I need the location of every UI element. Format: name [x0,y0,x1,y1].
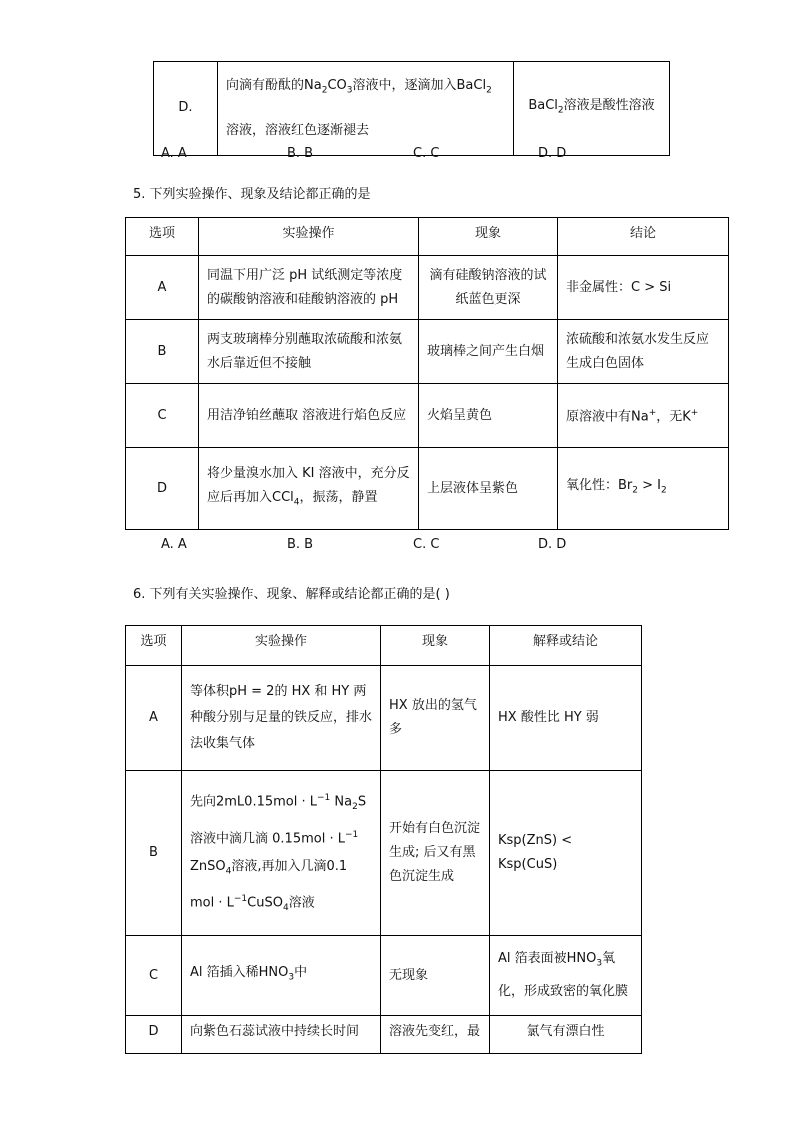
conclusion-cell [490,936,642,1016]
subscript: 3 [346,85,353,96]
conclusion-cell: 非金属性：C > Si [558,256,729,320]
text: ，振荡，静置 [299,490,378,506]
operation-cell [182,936,381,1016]
superscript: + [648,408,657,419]
table-row [126,384,729,448]
subscript: 3 [288,972,295,983]
option-a[interactable]: A. A [161,146,187,161]
option-a[interactable]: A. A [161,537,187,552]
operation-cell: 等体积pH = 2的 HX 和 HY 两种酸分别与足量的铁反应，排水法收集气体 [182,666,381,771]
option-d[interactable]: D. D [538,146,567,161]
conclusion-cell: Ksp(ZnS) < Ksp(CuS) [490,771,642,936]
option-label: B [126,771,182,936]
phenomenon-cell: 开始有白色沉淀生成; 后又有黑色沉淀生成 [381,771,490,936]
text: 将少量溴水加入 KI 溶液中，充分反应后再加入CCl [207,466,410,506]
text: CO [327,78,347,93]
option-label: D [126,1016,182,1054]
option-label: C [126,384,199,448]
table-header-row [126,218,729,256]
header-conclusion: 解释或结论 [490,626,642,666]
text: Al 箔插入稀HNO [190,965,289,981]
operation-cell [182,771,381,936]
option-b[interactable]: B. B [287,537,314,552]
q6-table [125,625,642,1054]
superscript: + [690,408,699,419]
subscript: 4 [293,497,300,508]
q5-table [125,217,729,530]
q5-title: 5. 下列实验操作、现象及结论都正确的是 [133,187,371,202]
option-d[interactable]: D. D [538,537,567,552]
conclusion-cell: 浓硫酸和浓氨水发生反应生成白色固体 [558,320,729,384]
option-label: A [126,666,182,771]
option-label: D [126,448,199,530]
q6-title: 6. 下列有关实验操作、现象、解释或结论都正确的是( ) [133,587,450,602]
option-c[interactable]: C. C [413,537,440,552]
text: S溶液中滴几滴 [190,793,367,846]
text: 氧化性：Br [566,478,633,494]
subscript: 2 [557,105,564,116]
text: 溶液是酸性溶液 [563,98,655,113]
header-phenomenon: 现象 [419,218,558,256]
subscript: 2 [321,85,328,96]
text: 原溶液中有Na [566,409,649,425]
table-row [126,320,729,384]
operation-cell: 两支玻璃棒分别蘸取浓硫酸和浓氨水后靠近但不接触 [199,320,419,384]
text: BaCl [528,98,558,113]
q4-table [153,61,670,156]
conclusion-cell: 氯气有漂白性 [490,1016,642,1054]
option-label: D. [154,62,218,156]
text: Al 箔表面被HNO [498,951,597,967]
text: > I [638,478,661,494]
text: 溶液中，逐滴加入BaCl [352,78,487,93]
option-b[interactable]: B. B [287,146,314,161]
operation-cell [199,448,419,530]
header-operation: 实验操作 [199,218,419,256]
table-row [126,936,642,1016]
option-label: A [126,256,199,320]
header-conclusion: 结论 [558,218,729,256]
phenomenon-cell: 无现象 [381,936,490,1016]
text: 先向2mL0.15mol · L [190,793,317,809]
table-header-row [126,626,642,666]
superscript: −1 [233,894,248,905]
text: Na [330,793,353,809]
table-row [154,62,670,156]
text: CuSO [247,895,283,911]
conclusion-cell: HX 酸性比 HY 弱 [490,666,642,771]
operation-cell: 同温下用广泛 pH 试纸测定等浓度的碳酸钠溶液和硅酸钠溶液的 pH [199,256,419,320]
operation-cell: 向紫色石蕊试液中持续长时间 [182,1016,381,1054]
header-option: 选项 [126,626,182,666]
text: 溶液,再加入几滴0.1 mol · L [190,858,348,911]
subscript: 3 [596,958,603,969]
table-row [126,256,729,320]
conclusion-cell [558,384,729,448]
operation-cell [218,62,514,156]
phenomenon-cell: 火焰呈黄色 [419,384,558,448]
subscript: 4 [282,903,289,914]
text: 溶液 [288,895,315,911]
option-label: C [126,936,182,1016]
phenomenon-cell: 玻璃棒之间产生白烟 [419,320,558,384]
table-row [126,771,642,936]
conclusion-cell [558,448,729,530]
superscript: −1 [344,829,359,840]
text: 0.15mol · L [272,830,345,846]
subscript: 2 [632,485,638,496]
text: 向滴有酚酞的Na [226,78,322,93]
table-row [126,666,642,771]
table-row [126,1016,642,1054]
subscript: 2 [352,801,358,812]
option-c[interactable]: C. C [413,146,440,161]
operation-cell: 用洁净铂丝蘸取 溶液进行焰色反应 [199,384,419,448]
option-label: B [126,320,199,384]
subscript: 2 [661,485,667,496]
text: ，无K [656,409,691,425]
table-row [126,448,729,530]
text: 溶液，溶液红色逐渐褪去 [226,122,370,138]
header-option: 选项 [126,218,199,256]
phenomenon-cell: 溶液先变红，最 [381,1016,490,1054]
phenomenon-cell: HX 放出的氢气多 [381,666,490,771]
phenomenon-cell: 上层液体呈紫色 [419,448,558,530]
phenomenon-cell: 滴有硅酸钠溶液的试纸蓝色更深 [419,256,558,320]
text: 氧化，形成致密的氧化膜 [498,951,629,999]
subscript: 2 [486,85,492,96]
conclusion-cell [514,62,670,156]
header-phenomenon: 现象 [381,626,490,666]
superscript: −1 [317,792,331,803]
subscript: 4 [225,866,232,877]
text: ZnSO [190,858,226,874]
text: 中 [294,965,308,981]
header-operation: 实验操作 [182,626,381,666]
